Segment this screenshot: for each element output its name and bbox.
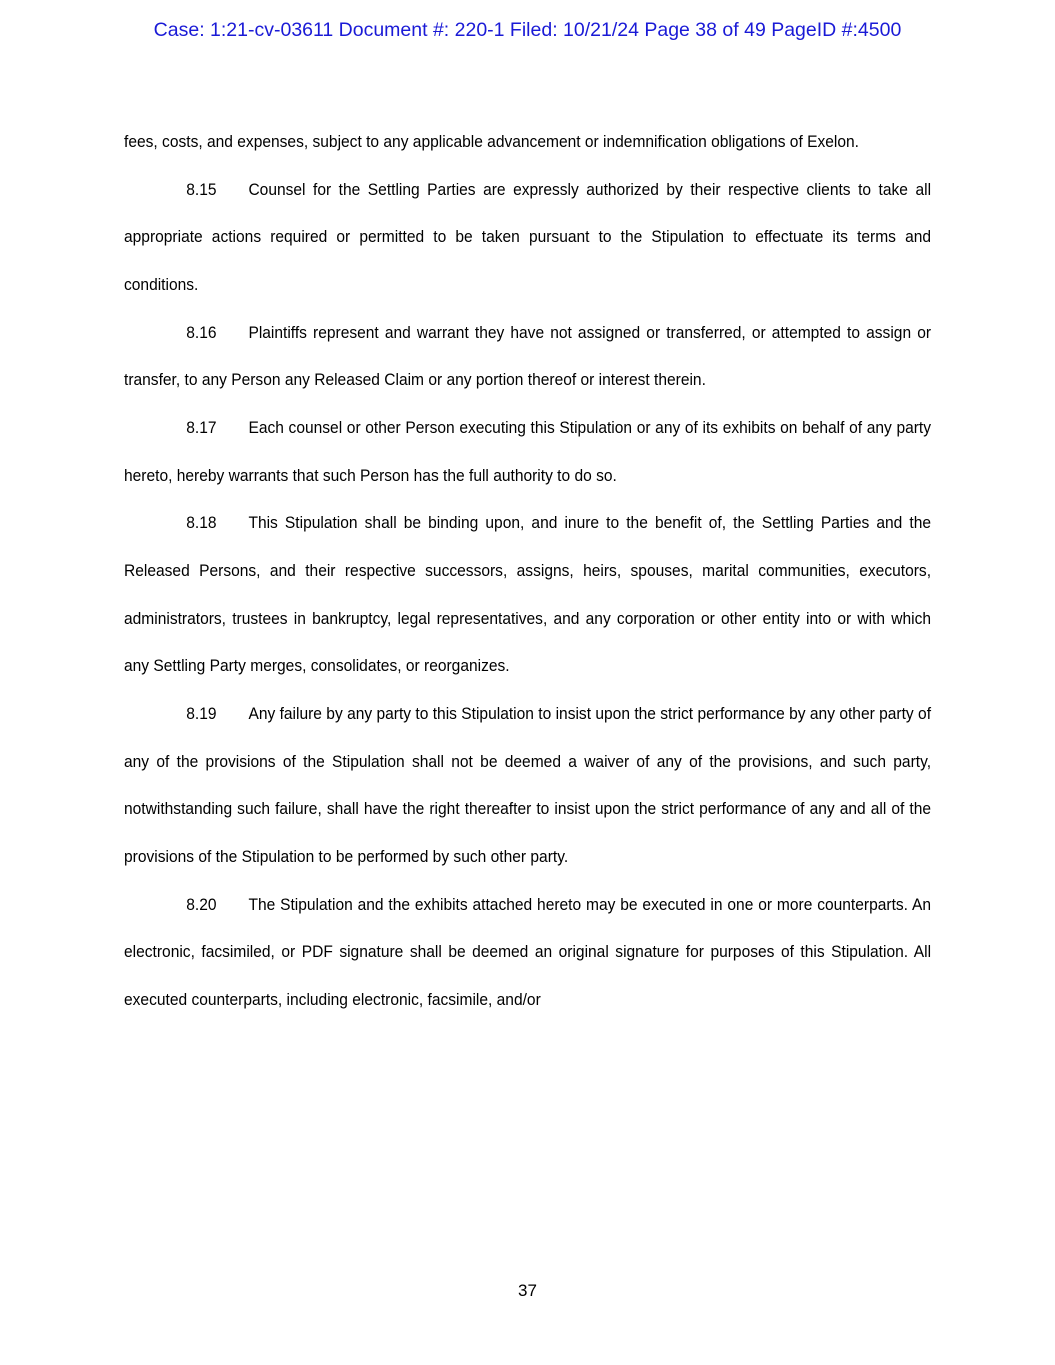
continuation-paragraph: fees, costs, and expenses, subject to any applicable advancement or indemnification obligations of Exelon. — [124, 132, 860, 151]
section-text: Plaintiffs represent and warrant they have not assigned or transferred, or attempted to assign or transfer, to any Person any Released Claim or any portion thereof or interest therein. — [124, 322, 932, 390]
section-number: 8.20 — [186, 894, 217, 914]
page-number: 37 — [518, 1281, 537, 1300]
case-header: Case: 1:21-cv-03611 Document #: 220-1 Filed: 10/21/24 Page 38 of 49 PageID #:4500 — [153, 19, 902, 41]
section-text: Counsel for the Settling Parties are expressly authorized by their respective clients to take all appropriate actions required or permitted to be taken pursuant to the Stipulation to effectuate its terms and conditions. — [124, 179, 932, 294]
section-8-20 — [124, 881, 931, 1024]
section-number: 8.19 — [186, 703, 217, 723]
section-8-16 — [124, 309, 931, 404]
section-8-15 — [124, 166, 931, 309]
section-text: This Stipulation shall be binding upon, and inure to the benefit of, the Settling Parties and the Released Persons, and their respective successors, assigns, heirs, spouses, marital communities, executors, administrators, trustees in bankruptcy, legal representatives, and any corporation or other entity into or with which any Settling Party merges, consolidates, or reorganizes. — [124, 513, 932, 676]
section-number: 8.16 — [186, 322, 217, 342]
section-8-17 — [124, 404, 931, 499]
section-text: Any failure by any party to this Stipulation to insist upon the strict performance by any other party of any of the provisions of the Stipulation shall not be deemed a waiver of any of the provisions, and such party, notwithstanding such failure, shall have the right thereafter to insist upon the strict performance of any and all of the provisions of the Stipulation to be performed by such other party. — [124, 703, 932, 866]
section-8-19 — [124, 690, 931, 881]
section-8-18 — [124, 499, 931, 690]
document-body — [124, 118, 931, 1023]
section-number: 8.17 — [186, 417, 217, 437]
section-number: 8.18 — [186, 513, 217, 533]
section-number: 8.15 — [186, 179, 217, 199]
section-text: The Stipulation and the exhibits attached hereto may be executed in one or more counterparts. An electronic, facsimiled, or PDF signature shall be deemed an original signature for purposes of this Stipulation. All executed counterparts, including electronic, facsimile, and/or — [124, 894, 932, 1009]
section-text: Each counsel or other Person executing this Stipulation or any of its exhibits on behalf of any party hereto, hereby warrants that such Person has the full authority to do so. — [124, 417, 932, 485]
